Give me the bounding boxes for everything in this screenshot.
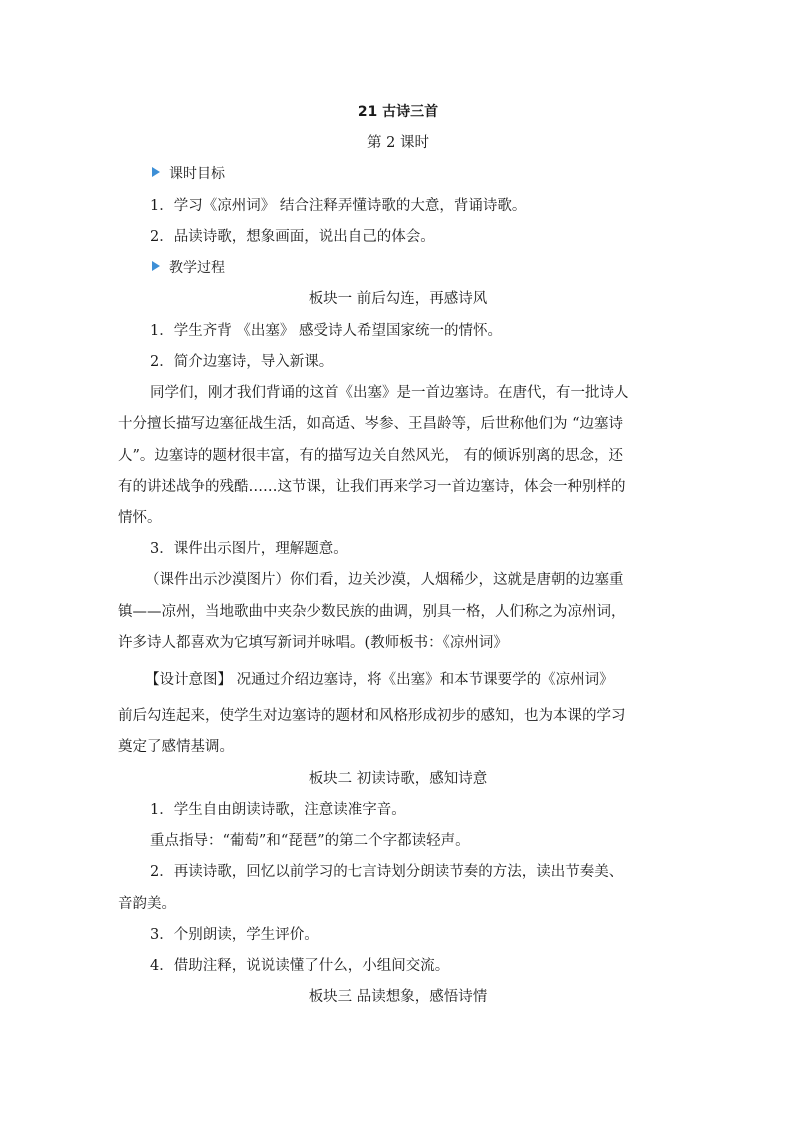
- lesson-period: 第 2 课时: [367, 135, 429, 151]
- paragraph-line: 同学们，刚才我们背诵的这首《出塞》是一首边塞诗。在唐代，有一批诗人: [150, 385, 629, 401]
- section-process: [118, 258, 678, 278]
- goal-item: 1．学习《凉州词》 结合注释弄懂诗歌的大意，背诵诗歌。: [150, 198, 527, 214]
- paragraph-line: 镇——凉州，当地歌曲中夹杂少数民族的曲调，别具一格，人们称之为凉州词，: [118, 604, 626, 620]
- block1-step1: 1．学生齐背 《出塞》 感受诗人希望国家统一的情怀。: [150, 323, 502, 339]
- section-goals-label: 课时目标: [169, 166, 225, 182]
- block2-heading: 板块二 初读诗歌，感知诗意: [308, 771, 488, 787]
- lesson-title: 21 古诗三首: [357, 104, 439, 120]
- paragraph-line: 情怀。: [118, 510, 162, 526]
- block2-line: 1．学生自由朗读诗歌，注意读准字音。: [150, 802, 406, 818]
- paragraph-line: （课件出示沙漠图片）你们看，边关沙漠，人烟稀少，这就是唐朝的边塞重: [145, 572, 624, 588]
- section-goals: [118, 164, 678, 184]
- paragraph-line: 许多诗人都喜欢为它填写新词并咏唱。(教师板书：《凉州词》: [118, 635, 508, 651]
- triangle-bullet-icon: [152, 167, 160, 177]
- block2-line: 音韵美。: [118, 896, 176, 912]
- paragraph-line: 人”。边塞诗的题材很丰富，有的描写边关自然风光， 有的倾诉别离的思念，还: [118, 448, 624, 464]
- block2-line: 3．个别朗读，学生评价。: [150, 927, 319, 943]
- design-intent-line: 【设计意图】 况通过介绍边塞诗，将《出塞》和本节课要学的《凉州词》: [145, 672, 614, 688]
- block1-step2: 2．简介边塞诗，导入新课。: [150, 354, 334, 370]
- block3-heading: 板块三 品读想象，感悟诗情: [308, 989, 488, 1005]
- paragraph-line: 有的讲述战争的残酷……这节课，让我们再来学习一首边塞诗，体会一种别样的: [118, 479, 626, 495]
- block2-line: 4．借助注释，说说读懂了什么，小组间交流。: [150, 958, 450, 974]
- section-process-label: 教学过程: [169, 260, 225, 276]
- goal-item: 2．品读诗歌，想象画面，说出自己的体会。: [150, 229, 435, 245]
- block2-line: 重点指导：“葡萄”和“琵琶”的第二个字都读轻声。: [150, 833, 470, 849]
- design-intent-line: 奠定了感情基调。: [118, 739, 234, 755]
- triangle-bullet-icon: [152, 261, 160, 271]
- block2-line: 2．再读诗歌，回忆以前学习的七言诗划分朗读节奏的方法，读出节奏美、: [150, 864, 624, 880]
- paragraph-line: 十分擅长描写边塞征战生活，如高适、岑参、王昌龄等，后世称他们为 “边塞诗: [118, 416, 624, 432]
- design-intent-line: 前后勾连起来，使学生对边塞诗的题材和风格形成初步的感知，也为本课的学习: [118, 708, 626, 724]
- block1-step3: 3．课件出示图片，理解题意。: [150, 541, 348, 557]
- block1-heading: 板块一 前后勾连，再感诗风: [308, 291, 488, 307]
